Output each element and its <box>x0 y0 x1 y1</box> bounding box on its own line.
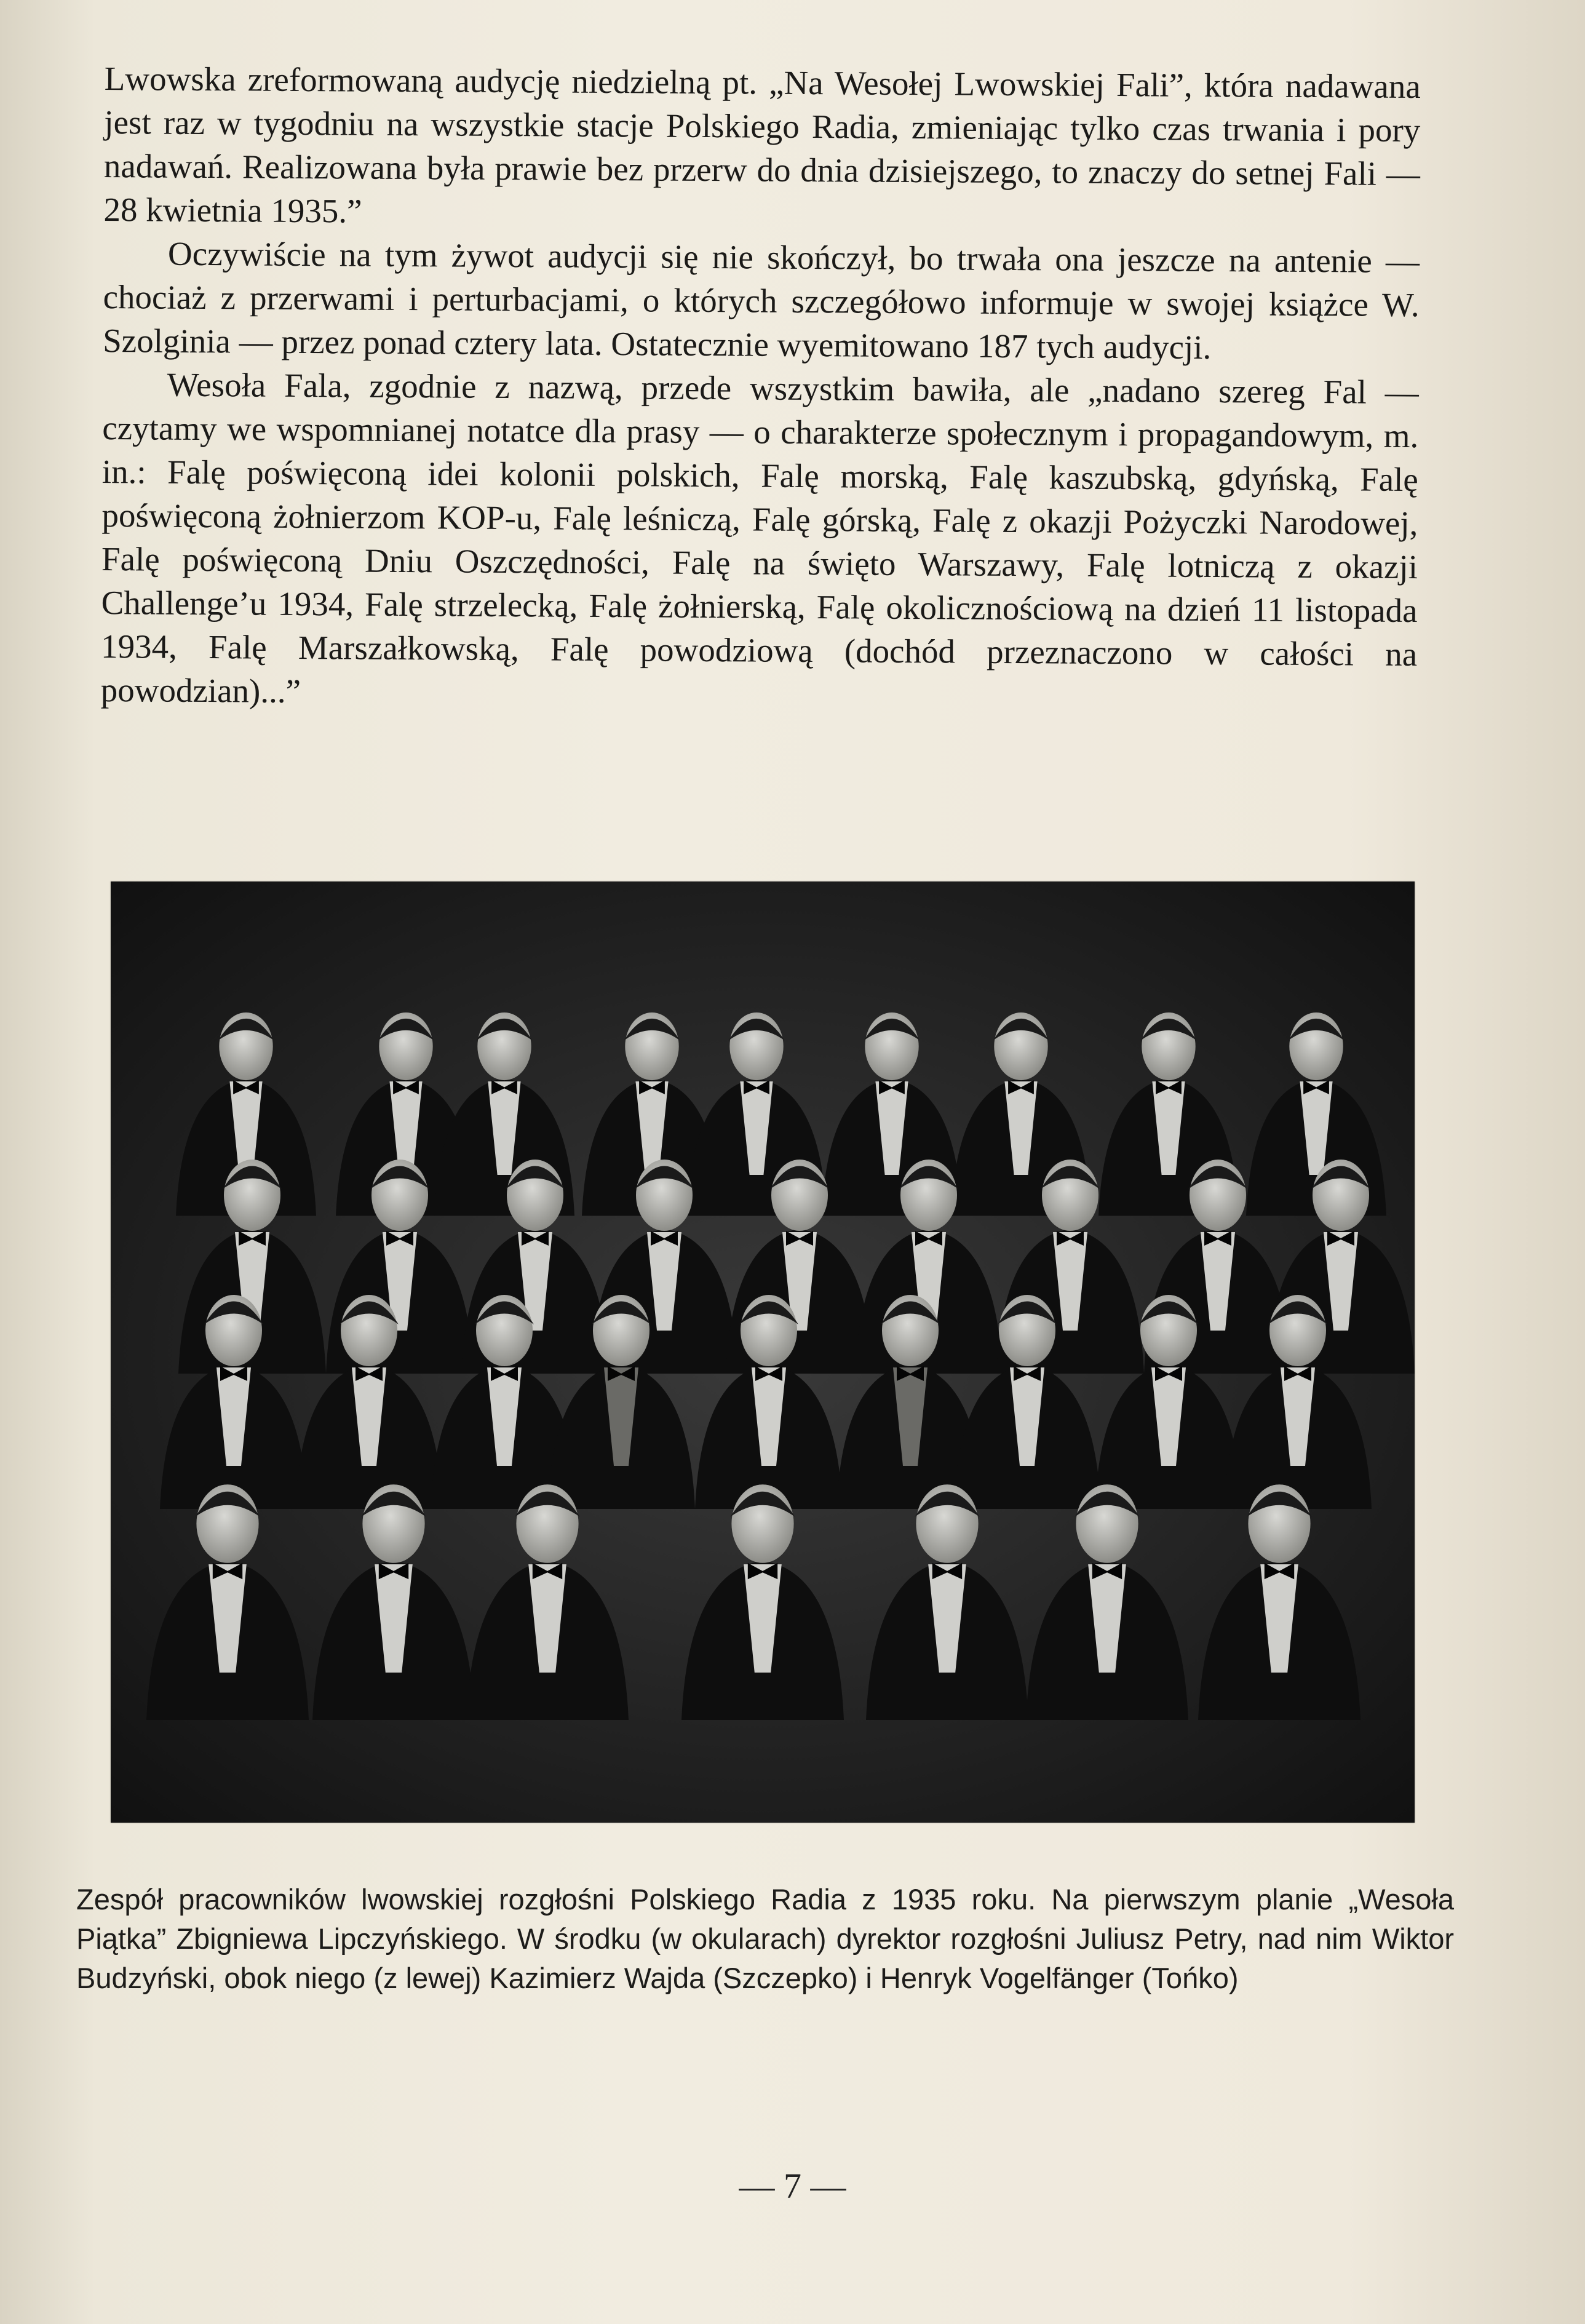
photo-caption <box>76 1880 1454 1998</box>
body-text <box>100 57 1420 720</box>
page-number: — 7 — <box>739 2166 846 2206</box>
group-photograph <box>111 881 1415 1823</box>
paragraph-2: Oczywiście na tym żywot audycji się nie skończył, bo trwała ona jeszcze na antenie — chociaż z przerwami i perturbacjami, o których szczegółowo informuje w swojej książce W. Szolginia — przez ponad cztery lata. Ostatecznie wyemitowano 187 tych audycji. <box>102 234 1420 366</box>
paragraph-3: Wesoła Fala, zgodnie z nazwą, przede wszystkim bawiła, ale „nadano szereg Fal — czytamy we wspomnianej notatce dla prasy — o charakterze społecznym i propagandowym, m. in.: Falę poświęconą idei kolonii polskich, Falę morską, Falę kaszubską, gdyńską, Falę poświęconą żołnierzom KOP-u, Falę leśniczą, Falę górską, Falę z okazji Pożyczki Narodowej, Falę poświęconą Dniu Oszczędności, Falę na święto Warszawy, Falę lotniczą z okazji Challenge’u 1934, Falę strzelecką, Falę żołnierską, Falę okolicznościową na dzień 11 listopada 1934, Falę Marszałkowską, Falę powodziową (dochód przeznaczono w całości na powodzian)...” <box>100 365 1419 710</box>
group-photograph-image <box>111 881 1415 1823</box>
paragraph-1: Lwowska zreformowaną audycję niedzielną pt. „Na Wesołej Lwowskiej Fali”, która nadawana jest raz w tygodniu na wszystkie stacje Polskiego Radia, zmieniając tylko czas trwania i pory nadawań. Realizowana była prawie bez przerw do dnia dzisiejszego, to znaczy do setnej Fali — 28 kwietnia 1935.” <box>103 59 1421 230</box>
caption-text: Zespół pracowników lwowskiej rozgłośni Polskiego Radia z 1935 roku. Na pierwszym planie „Wesoła Piątka” Zbigniewa Lipczyńskiego. W środku (w okularach) dyrektor rozgłośni Juliusz Petry, nad nim Wiktor Budzyński, obok niego (z lewej) Kazimierz Wajda (Szczepko) i Henryk Vogelfänger (Tońko) <box>76 1883 1454 1994</box>
